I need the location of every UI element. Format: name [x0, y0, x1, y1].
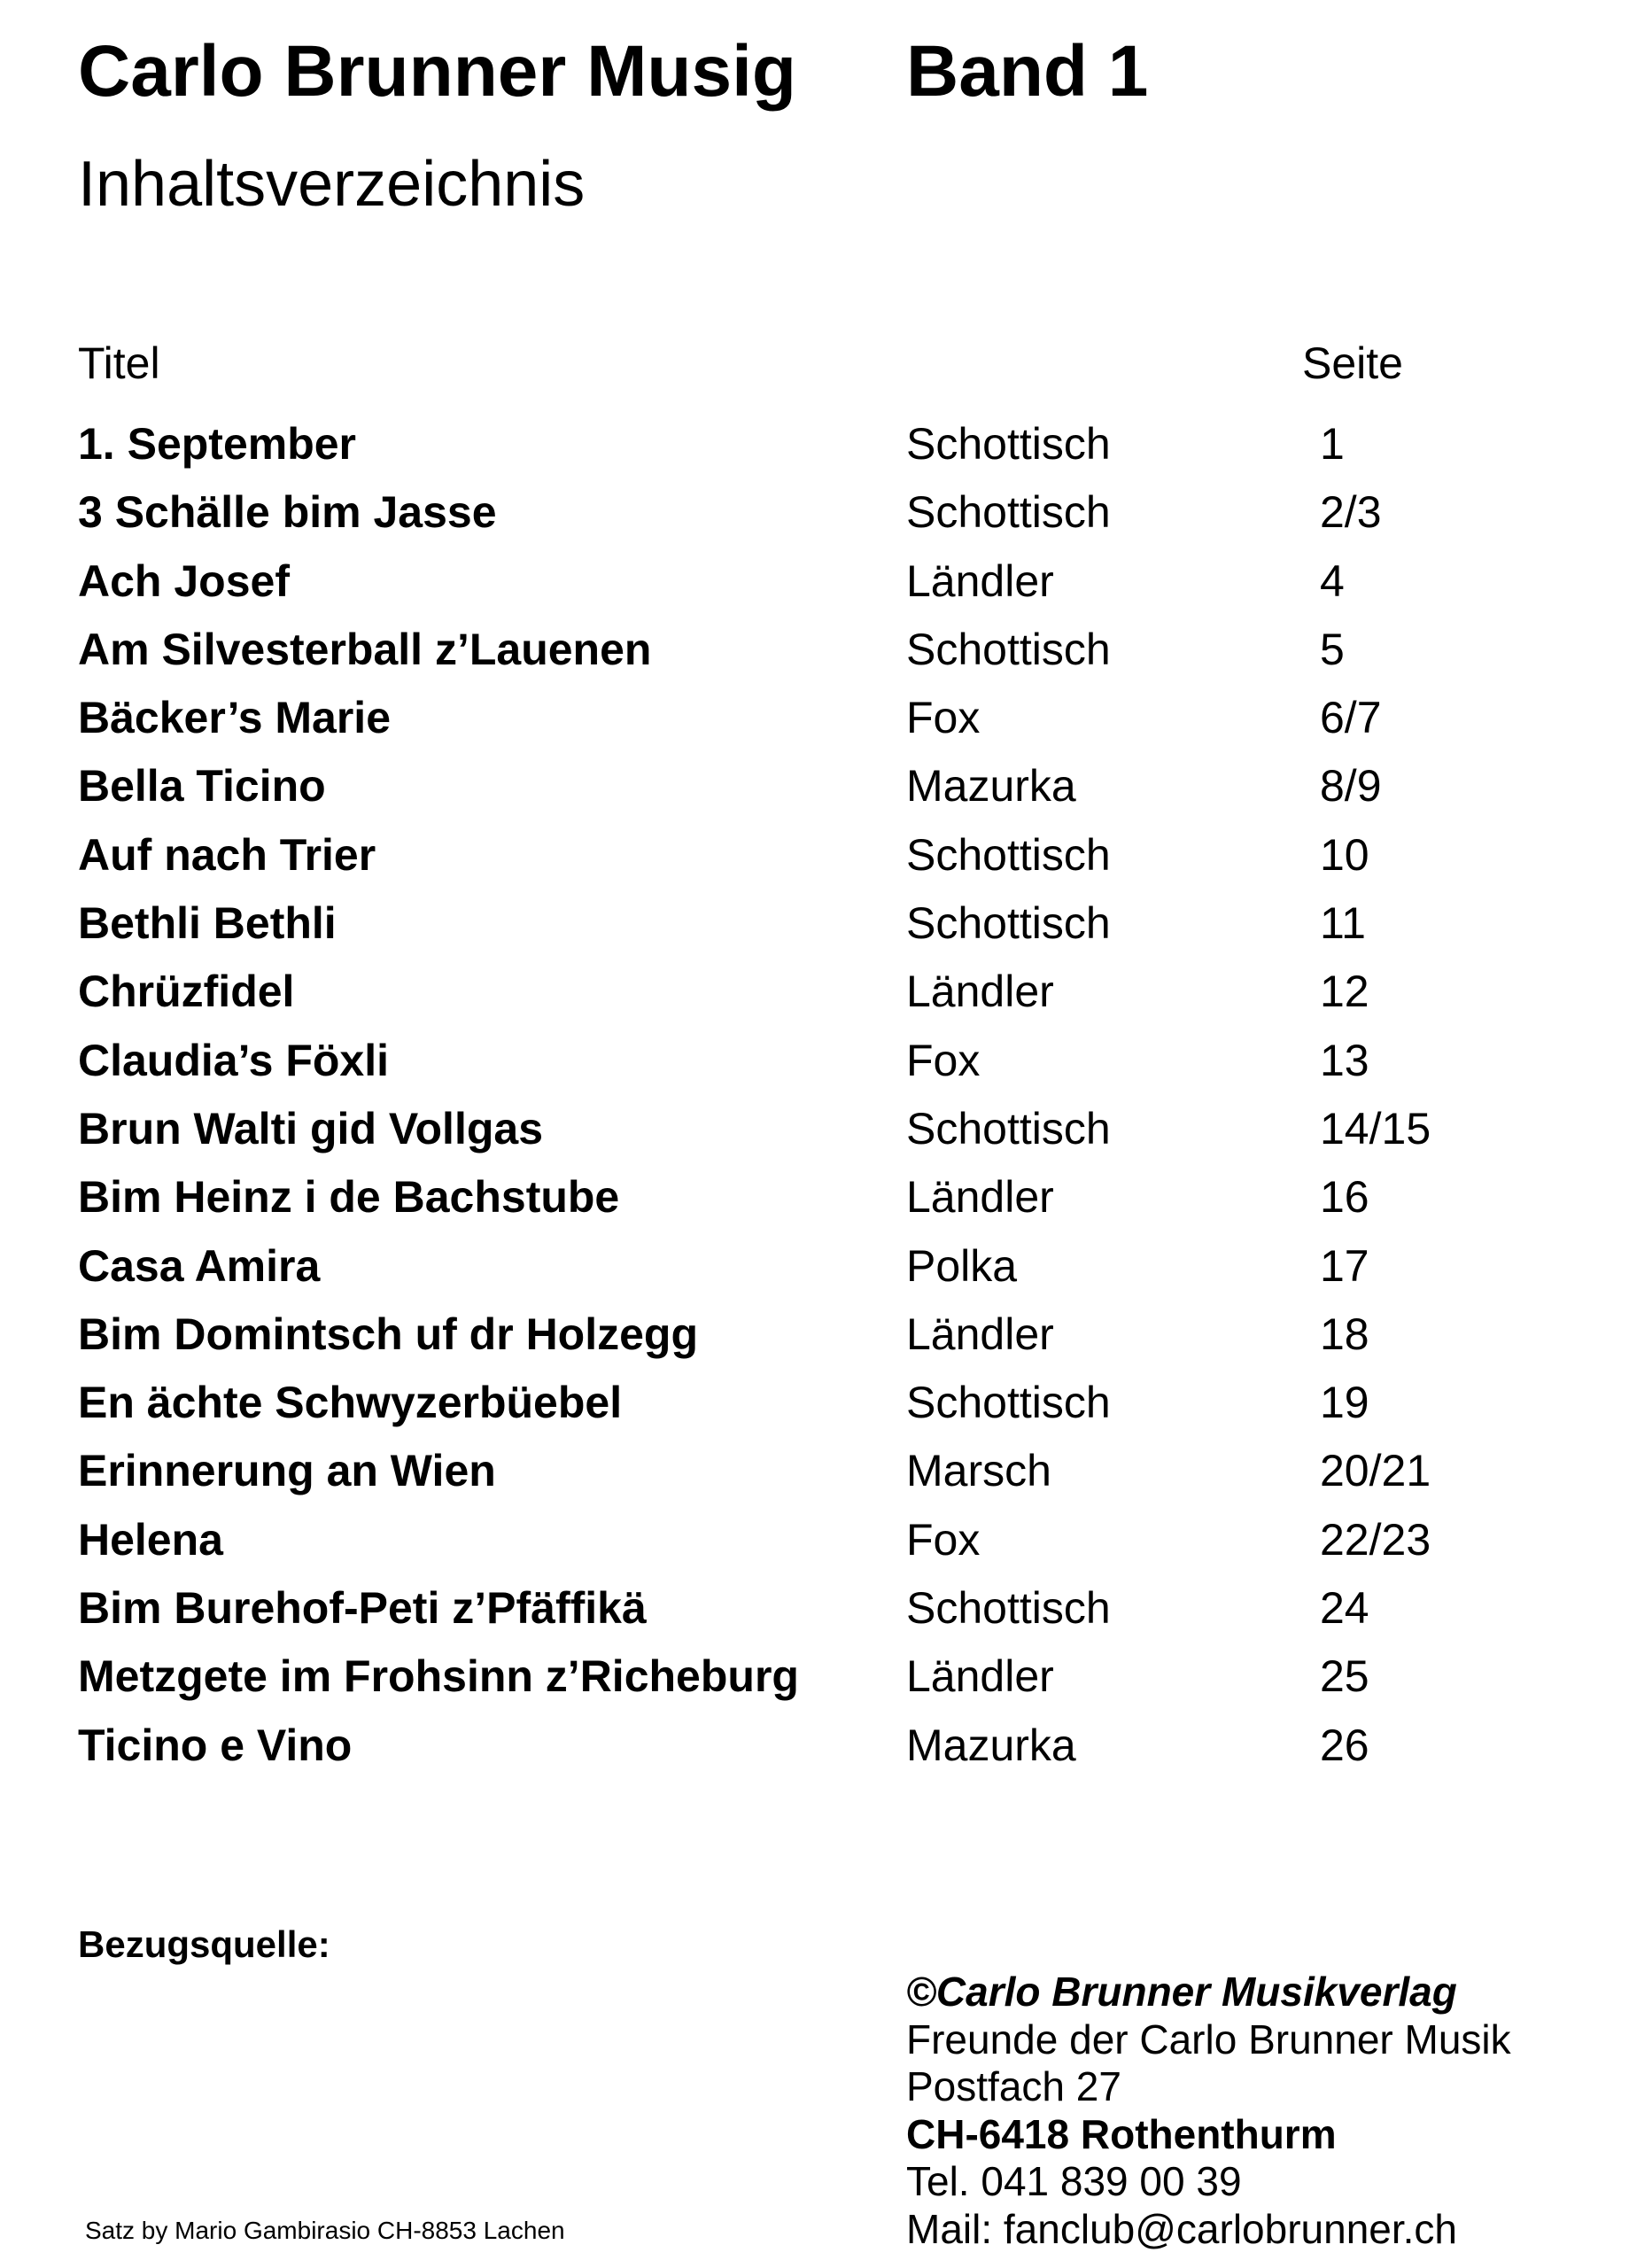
song-page: 12: [1320, 967, 1369, 1017]
song-page: 13: [1320, 1035, 1369, 1085]
publisher-mail: Mail: fanclub@carlobrunner.ch: [906, 2205, 1458, 2252]
table-row: [0, 688, 1629, 757]
table-row: [0, 826, 1629, 894]
song-title: Bella Ticino: [78, 761, 326, 812]
page-title: Carlo Brunner Musig: [78, 31, 796, 112]
table-row: [0, 1511, 1629, 1579]
table-row: [0, 483, 1629, 551]
table-row: [0, 1305, 1629, 1373]
table-row: [0, 1237, 1629, 1305]
table-row: [0, 1099, 1629, 1168]
song-type: Ländler: [906, 1651, 1054, 1702]
song-type: Fox: [906, 1035, 981, 1085]
song-page: 8/9: [1320, 761, 1382, 812]
song-type: Schottisch: [906, 898, 1111, 949]
song-page: 20/21: [1320, 1446, 1431, 1496]
song-type: Marsch: [906, 1446, 1051, 1496]
song-page: 18: [1320, 1309, 1369, 1359]
song-title: En ächte Schwyzerbüebel: [78, 1378, 623, 1428]
song-type: Schottisch: [906, 1583, 1111, 1634]
song-title: Bethli Bethli: [78, 898, 337, 949]
publisher-name: ©Carlo Brunner Musikverlag: [906, 1969, 1457, 2015]
song-title: 1. September: [78, 419, 357, 469]
song-title: Helena: [78, 1514, 223, 1565]
table-row: [0, 1716, 1629, 1784]
song-title: Casa Amira: [78, 1240, 321, 1291]
song-title: Bim Domintsch uf dr Holzegg: [78, 1309, 698, 1359]
song-type: Fox: [906, 693, 981, 743]
table-row: [0, 1441, 1629, 1510]
song-type: Schottisch: [906, 419, 1111, 469]
song-title: Metzgete im Frohsinn z’Richeburg: [78, 1651, 799, 1702]
table-row: [0, 1579, 1629, 1647]
song-page: 22/23: [1320, 1514, 1431, 1565]
song-title: Ticino e Vino: [78, 1720, 353, 1770]
source-label: Bezugsquelle:: [78, 1923, 330, 1965]
table-row: [0, 620, 1629, 688]
song-title: Bim Heinz i de Bachstube: [78, 1172, 620, 1223]
page-subtitle: Inhaltsverzeichnis: [78, 149, 586, 220]
song-title: Ach Josef: [78, 555, 290, 606]
song-type: Schottisch: [906, 624, 1111, 674]
table-row: [0, 552, 1629, 620]
song-type: Ländler: [906, 967, 1054, 1017]
song-type: Schottisch: [906, 487, 1111, 538]
song-title: Bäcker’s Marie: [78, 693, 392, 743]
table-of-contents: [0, 415, 1629, 1784]
song-page: 10: [1320, 829, 1369, 880]
song-type: Schottisch: [906, 1378, 1111, 1428]
song-type: Polka: [906, 1240, 1018, 1291]
song-type: Ländler: [906, 1172, 1054, 1223]
song-title: Bim Burehof-Peti z’Pfäffikä: [78, 1583, 647, 1634]
song-title: Brun Walti gid Vollgas: [78, 1103, 543, 1153]
song-page: 5: [1320, 624, 1345, 674]
song-page: 25: [1320, 1651, 1369, 1702]
table-row: [0, 1647, 1629, 1715]
song-type: Mazurka: [906, 761, 1076, 812]
song-title: Erinnerung an Wien: [78, 1446, 496, 1496]
song-page: 4: [1320, 555, 1345, 606]
song-title: Am Silvesterball z’Lauenen: [78, 624, 652, 674]
song-title: Claudia’s Föxli: [78, 1035, 390, 1085]
song-page: 11: [1320, 898, 1366, 949]
table-row: [0, 1168, 1629, 1236]
song-type: Ländler: [906, 1309, 1054, 1359]
song-page: 14/15: [1320, 1103, 1431, 1153]
table-row: [0, 894, 1629, 962]
song-page: 24: [1320, 1583, 1369, 1634]
song-page: 26: [1320, 1720, 1369, 1770]
song-type: Fox: [906, 1514, 981, 1565]
publisher-phone: Tel. 041 839 00 39: [906, 2158, 1242, 2204]
publisher-postbox: Postfach 27: [906, 2063, 1121, 2109]
song-type: Schottisch: [906, 1103, 1111, 1153]
table-row: [0, 1373, 1629, 1441]
song-title: Chrüzfidel: [78, 967, 295, 1017]
table-row: [0, 415, 1629, 483]
table-row: [0, 962, 1629, 1030]
song-page: 6/7: [1320, 693, 1382, 743]
song-type: Ländler: [906, 555, 1054, 606]
song-title: 3 Schälle bim Jasse: [78, 487, 497, 538]
table-row: [0, 1031, 1629, 1099]
song-type: Mazurka: [906, 1720, 1076, 1770]
typeset-credit: Satz by Mario Gambirasio CH-8853 Lachen: [85, 2217, 565, 2244]
column-header-title: Titel: [78, 338, 160, 388]
song-title: Auf nach Trier: [78, 829, 376, 880]
song-page: 1: [1320, 419, 1345, 469]
publisher-city: CH-6418 Rothenthurm: [906, 2110, 1337, 2157]
song-page: 17: [1320, 1240, 1369, 1291]
song-page: 19: [1320, 1378, 1369, 1428]
publisher-block: [906, 1969, 1615, 2253]
publisher-org: Freunde der Carlo Brunner Musik: [906, 2016, 1511, 2062]
song-page: 16: [1320, 1172, 1369, 1223]
band-label: Band 1: [906, 31, 1149, 112]
song-page: 2/3: [1320, 487, 1382, 538]
table-row: [0, 757, 1629, 825]
column-header-page: Seite: [1302, 338, 1403, 388]
song-type: Schottisch: [906, 829, 1111, 880]
